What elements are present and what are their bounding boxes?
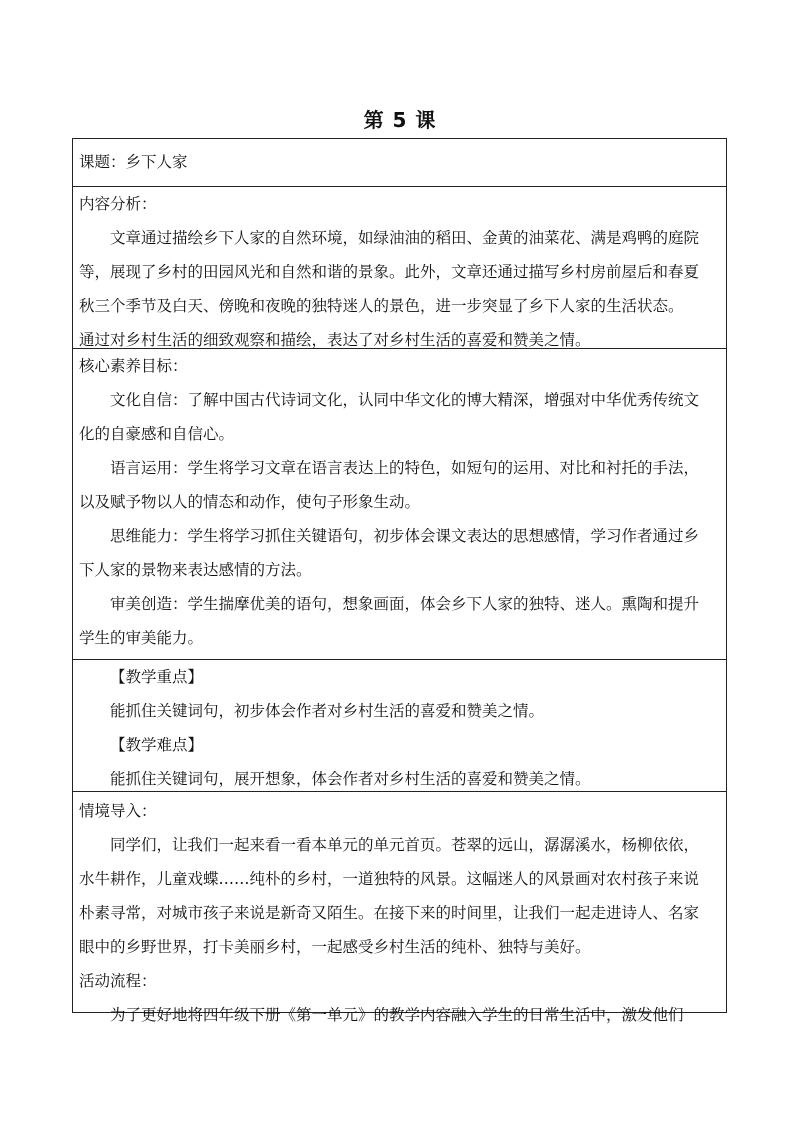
intro-line: 水牛耕作，儿童戏蝶……纯朴的乡村，一道独特的风景。这幅迷人的风景画对农村孩子来说 <box>79 870 700 888</box>
teaching-focus-cell <box>73 660 726 792</box>
key-point-text: 能抓住关键词句，初步体会作者对乡村生活的喜爱和赞美之情。 <box>110 702 545 720</box>
goal-culture-line: 化的自豪感和自信心。 <box>79 425 235 443</box>
intro-line: 眼中的乡野世界，打卡美丽乡村，一起感受乡村生活的纯朴、独特与美好。 <box>79 938 591 956</box>
content-analysis-line: 文章通过描绘乡下人家的自然环境，如绿油油的稻田、金黄的油菜花、满是鸡鸭的庭院 <box>110 229 700 247</box>
core-goals-cell <box>73 349 726 660</box>
intro-label: 情境导入： <box>79 802 157 820</box>
content-analysis-line: 等，展现了乡村的田园风光和自然和谐的景象。此外，文章还通过描写乡村房前屋后和春夏 <box>79 263 700 281</box>
difficult-point-label: 【教学难点】 <box>110 736 204 754</box>
content-analysis-cell <box>73 187 726 349</box>
intro-line: 同学们，让我们一起来看一看本单元的单元首页。苍翠的远山，潺潺溪水，杨柳依依， <box>110 836 700 854</box>
activity-text: 为了更好地将四年级下册《第一单元》的教学内容融入学生的日常生活中，激发他们 <box>110 1006 684 1024</box>
goal-culture-line: 文化自信：了解中国古代诗词文化，认同中华文化的博大精深，增强对中华优秀传统文 <box>110 391 700 409</box>
topic-line <box>79 139 720 186</box>
topic-value: 乡下人家 <box>125 153 188 171</box>
key-point-label: 【教学重点】 <box>110 668 204 686</box>
difficult-point-text: 能抓住关键词句，展开想象，体会作者对乡村生活的喜爱和赞美之情。 <box>110 770 591 788</box>
goal-thinking-line: 下人家的景物来表达感情的方法。 <box>79 561 312 579</box>
content-analysis-label: 内容分析： <box>79 195 157 213</box>
activity-label: 活动流程： <box>79 972 157 990</box>
goal-thinking-line: 思维能力：学生将学习抓住关键语句，初步体会课文表达的思想感情，学习作者通过乡 <box>110 527 700 545</box>
intro-line: 朴素寻常，对城市孩子来说是新奇又陌生。在接下来的时间里，让我们一起走进诗人、名家 <box>79 904 700 922</box>
intro-cell <box>73 792 726 1024</box>
content-analysis-line: 通过对乡村生活的细致观察和描绘，表达了对乡村生活的喜爱和赞美之情。 <box>79 331 591 349</box>
goal-language-line: 语言运用：学生将学习文章在语言表达上的特色，如短句的运用、对比和衬托的手法， <box>110 459 700 477</box>
goal-aesthetic-line: 审美创造：学生揣摩优美的语句，想象画面，体会乡下人家的独特、迷人。熏陶和提升 <box>110 595 700 613</box>
core-goals-label: 核心素养目标： <box>79 357 188 375</box>
goal-language-line: 以及赋予物以人的情态和动作，使句子形象生动。 <box>79 493 421 511</box>
topic-cell <box>73 139 726 187</box>
page-title: 第 5 课 <box>363 108 437 132</box>
topic-label: 课题： <box>79 153 126 171</box>
lesson-plan-table <box>72 138 727 1024</box>
goal-aesthetic-line: 学生的审美能力。 <box>79 629 204 647</box>
content-analysis-line: 秋三个季节及白天、傍晚和夜晚的独特迷人的景色，进一步突显了乡下人家的生活状态。 <box>79 297 684 315</box>
